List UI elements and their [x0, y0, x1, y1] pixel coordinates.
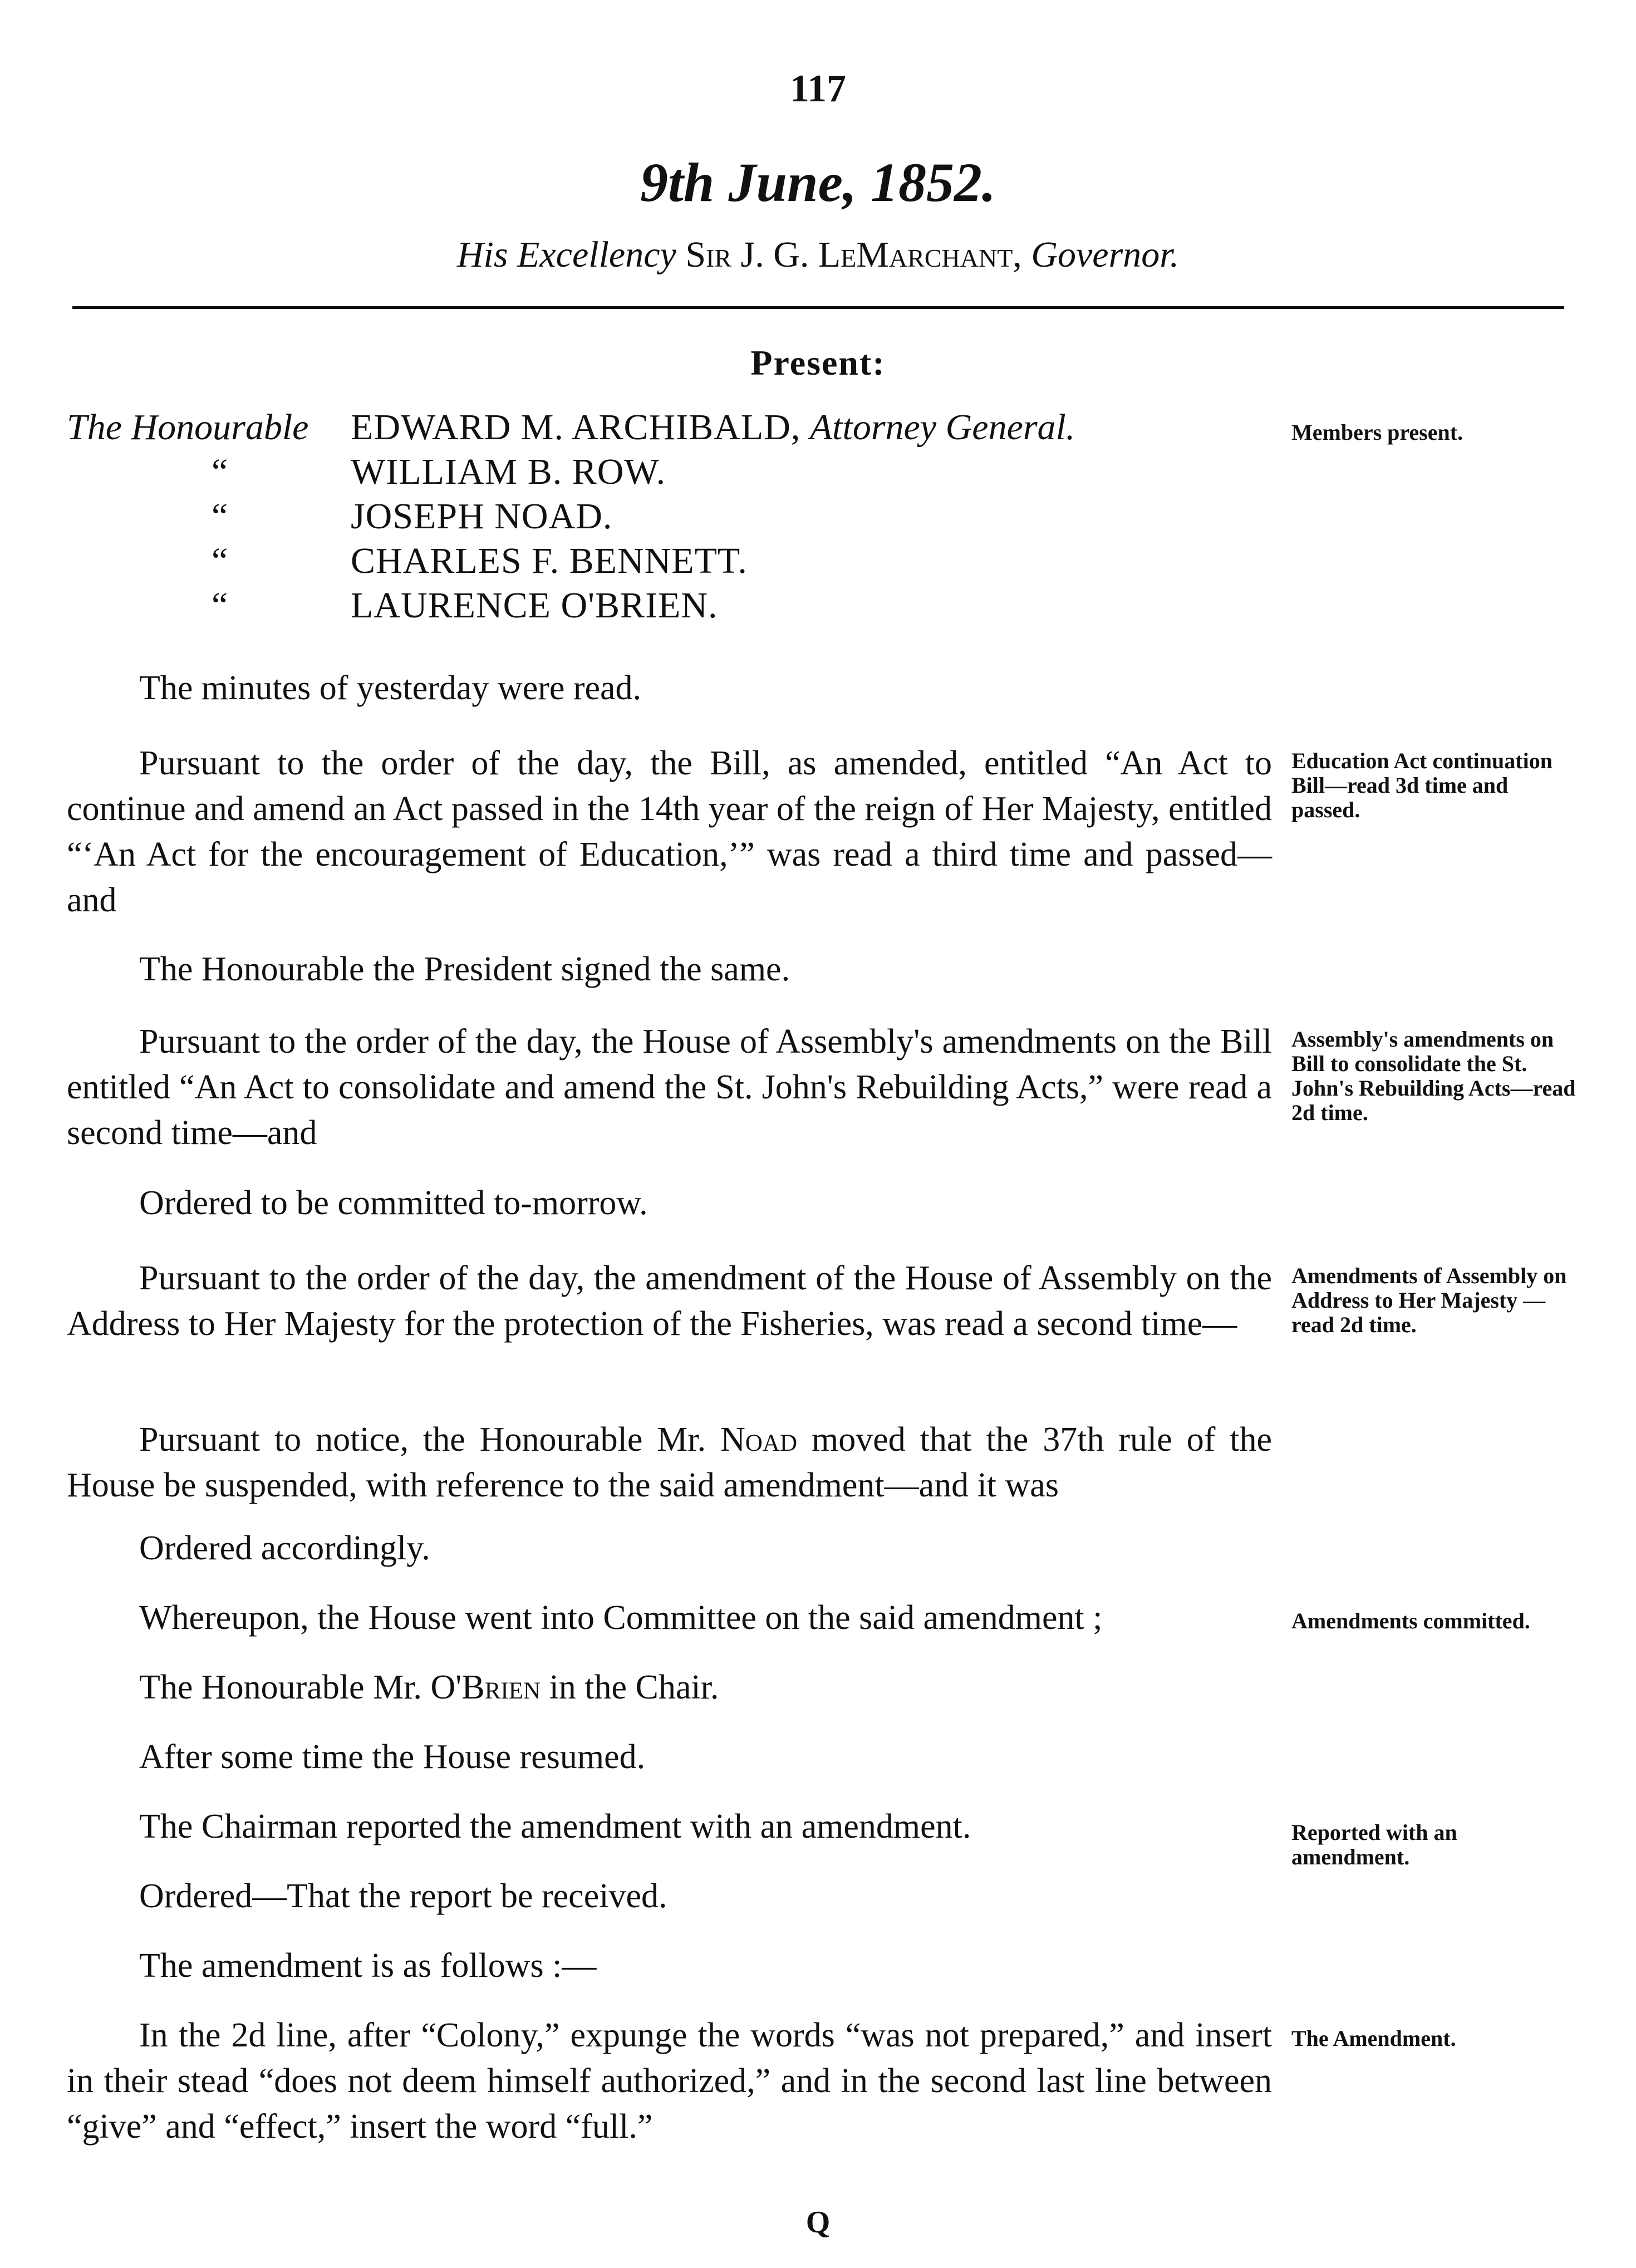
margin-note: Amendments committed. — [1291, 1608, 1530, 1633]
member-name: LAURENCE O'BRIEN. — [351, 585, 718, 626]
paragraph: Pursuant to the order of the day, the Bill, as amended, entitled “An Act to continue and amend an Act passed in the 14th year of the reign of Her Majesty, entitled “‘An Act for the encouragement of Education,’” was read a third time and passed—and — [67, 744, 1272, 919]
present-heading: Present: — [750, 343, 886, 382]
member-name: CHARLES F. BENNETT. — [351, 541, 748, 581]
paragraph: Whereupon, the House went into Committee on the said amendment ; — [139, 1599, 1103, 1637]
margin-note-members: Members present. — [1291, 420, 1463, 445]
member-row — [67, 406, 1075, 449]
member-title: Attorney General. — [809, 407, 1075, 448]
member-row — [67, 495, 612, 538]
paragraph: Pursuant to notice, the Honourable Mr. Noad moved that the 37th rule of the House be suspended, with reference to the said amendment—and it was — [67, 1421, 1273, 1504]
paragraph: Ordered accordingly. — [139, 1529, 430, 1567]
ditto-mark: “ — [212, 585, 228, 626]
governor-prefix: His Excellency — [456, 234, 676, 275]
paragraph: Pursuant to the order of the day, the amendment of the House of Assembly on the Address to Her Majesty for the protection of the Fisheries, was read a second time— — [67, 1259, 1272, 1343]
member-name: EDWARD M. ARCHIBALD, — [351, 407, 801, 448]
member-label: The Honourable — [67, 407, 309, 448]
page-number: 117 — [789, 67, 847, 110]
member-name: JOSEPH NOAD. — [351, 496, 613, 537]
page-date: 9th June, 1852. — [640, 151, 996, 213]
member-row — [67, 540, 748, 582]
margin-note: Amendments of Assembly on Address to Her Majesty —read 2d time. — [1291, 1263, 1567, 1337]
paragraph: The amendment is as follows :— — [139, 1947, 597, 1985]
margin-note: Reported with an amendment. — [1291, 1820, 1457, 1869]
ditto-mark: “ — [212, 451, 228, 492]
paragraph: The Honourable Mr. O'Brien in the Chair. — [139, 1668, 719, 1706]
governor-name: Sir J. G. LeMarchant, — [685, 234, 1022, 275]
header-divider — [72, 306, 1564, 309]
paragraph: The Chairman reported the amendment with an amendment. — [139, 1808, 971, 1845]
margin-note: Assembly's amendments on Bill to consolidate the St. John's Rebuilding Acts—read 2d time. — [1291, 1027, 1576, 1125]
governor-suffix: Governor. — [1031, 234, 1180, 275]
member-row — [67, 451, 666, 493]
paragraph: Pursuant to the order of the day, the House of Assembly's amendments on the Bill entitled “An Act to consolidate and amend the St. John's Rebuilding Acts,” were read a second time—and — [67, 1023, 1272, 1152]
paragraph: After some time the House resumed. — [139, 1738, 646, 1776]
signature-mark: Q — [805, 2205, 831, 2240]
paragraph: In the 2d line, after “Colony,” expunge the words “was not prepared,” and insert in their stead “does not deem himself authorized,” and in the second last line between “give” and “effect,” insert the word “full.” — [67, 2016, 1272, 2146]
governor-line — [0, 234, 1636, 276]
member-row — [67, 585, 718, 627]
margin-note: The Amendment. — [1291, 2026, 1456, 2051]
margin-note: Education Act continuation Bill—read 3d time and passed. — [1291, 748, 1553, 822]
paragraph: The Honourable the President signed the same. — [139, 950, 790, 988]
paragraph: Ordered—That the report be received. — [139, 1877, 667, 1915]
ditto-mark: “ — [212, 496, 228, 537]
ditto-mark: “ — [212, 541, 228, 581]
paragraph: The minutes of yesterday were read. — [139, 669, 642, 707]
paragraph: Ordered to be committed to-morrow. — [139, 1184, 648, 1222]
member-name: WILLIAM B. ROW. — [351, 451, 666, 492]
